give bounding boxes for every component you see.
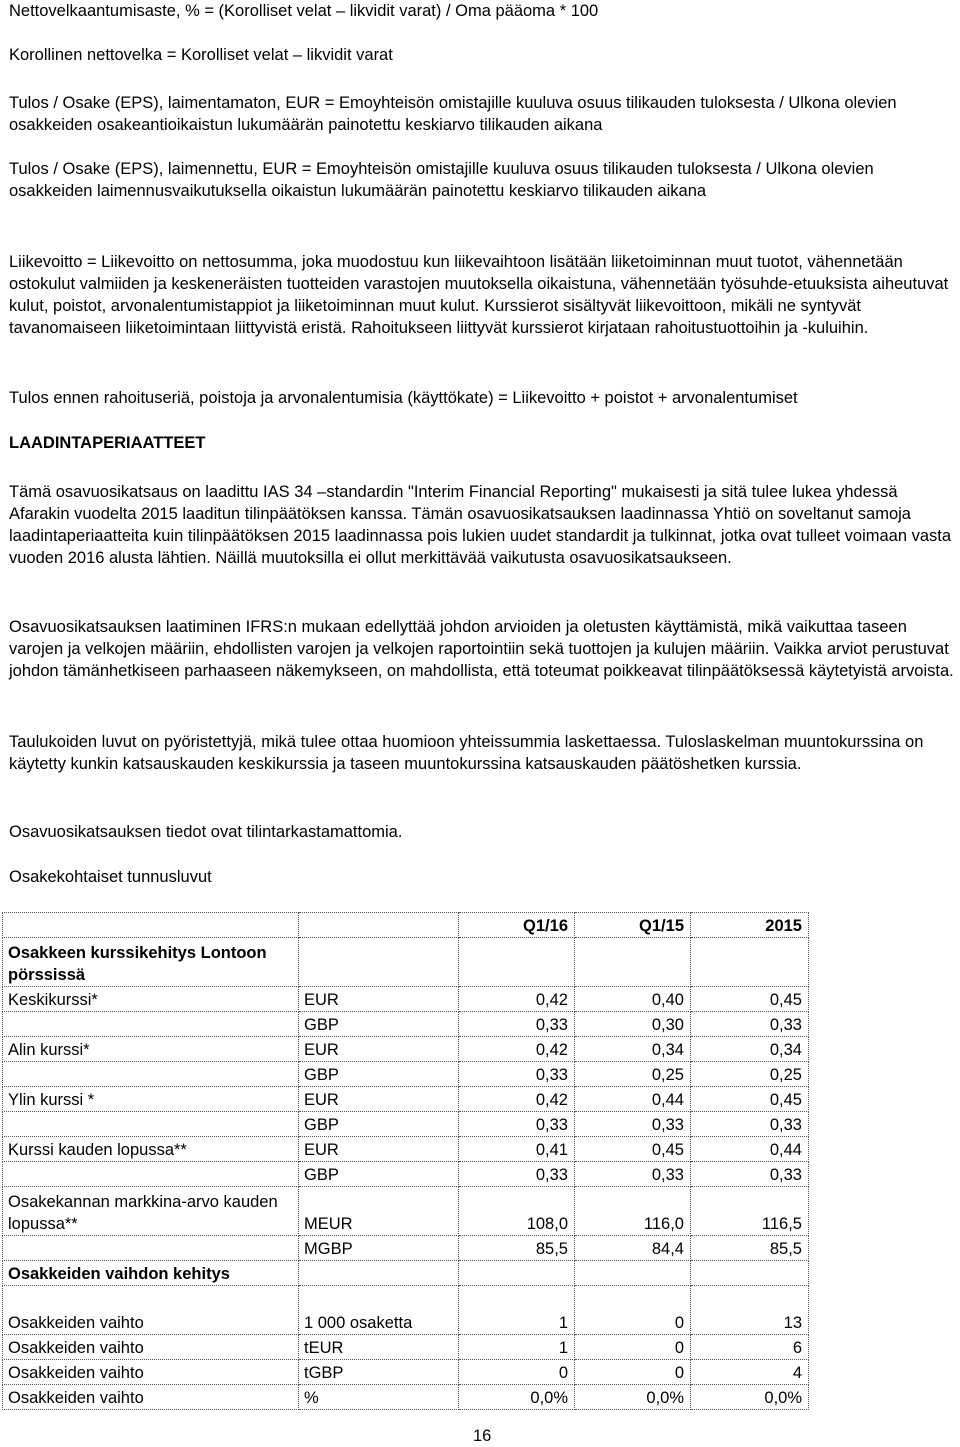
row-unit: EUR <box>299 1137 459 1162</box>
table-row <box>3 1187 809 1236</box>
row-unit: tGBP <box>299 1360 459 1385</box>
table-row <box>3 1162 809 1187</box>
row-unit: EUR <box>299 1087 459 1112</box>
row-unit: EUR <box>299 1037 459 1062</box>
value-cell: 13 <box>691 1286 809 1335</box>
value-cell: 0,45 <box>691 987 809 1012</box>
column-header: Q1/16 <box>459 913 575 938</box>
row-unit: GBP <box>299 1112 459 1137</box>
row-label: Osakkeiden vaihto <box>3 1286 299 1335</box>
table-header-row <box>3 913 809 938</box>
value-cell: 0,44 <box>575 1087 691 1112</box>
page-number: 16 <box>473 1427 492 1445</box>
table-cell <box>575 1261 691 1286</box>
share-kpi-table <box>2 912 809 1410</box>
value-cell: 0,41 <box>459 1137 575 1162</box>
value-cell: 0,25 <box>691 1062 809 1087</box>
table-row <box>3 1137 809 1162</box>
table-cell <box>299 913 459 938</box>
definition-eps-basic: Tulos / Osake (EPS), laimentamaton, EUR = Emoyhteisön omistajille kuuluva osuus tilikauden tuloksesta / Ulkona olevien osakkeiden osakeantioikaistun lukumäärän painotettu keskiarvo tilikauden aikana <box>9 94 902 134</box>
row-label <box>3 1112 299 1137</box>
value-cell: 0,30 <box>575 1012 691 1037</box>
value-cell: 0,33 <box>575 1162 691 1187</box>
row-unit: 1 000 osaketta <box>299 1286 459 1335</box>
value-cell: 0,42 <box>459 1037 575 1062</box>
table-caption: Osakekohtaiset tunnusluvut <box>9 868 212 886</box>
section-row <box>3 938 809 987</box>
table-row <box>3 1062 809 1087</box>
table-cell <box>459 938 575 987</box>
row-label: Osakekannan markkina-arvo kauden lopussa** <box>3 1187 299 1236</box>
value-cell: 1 <box>459 1286 575 1335</box>
row-unit: MEUR <box>299 1187 459 1236</box>
value-cell: 0 <box>575 1335 691 1360</box>
paragraph-rounding: Taulukoiden luvut on pyöristettyjä, mikä tulee ottaa huomioon yhteissummia laskettaessa. Tuloslaskelman muuntokurssina on käytetty kunkin katsauskauden keskikurssia ja taseen muuntokurssina katsauskauden päätöshetken kurssia. <box>9 733 928 773</box>
value-cell: 0,34 <box>575 1037 691 1062</box>
value-cell: 1 <box>459 1335 575 1360</box>
row-unit: GBP <box>299 1162 459 1187</box>
definition-ebitda: Tulos ennen rahoituseriä, poistoja ja arvonalentumisia (käyttökate) = Liikevoitto + poistot + arvonalentumiset <box>9 389 798 407</box>
value-cell: 0,33 <box>459 1062 575 1087</box>
value-cell: 85,5 <box>459 1236 575 1261</box>
value-cell: 108,0 <box>459 1187 575 1236</box>
table-row <box>3 1037 809 1062</box>
value-cell: 85,5 <box>691 1236 809 1261</box>
value-cell: 0,33 <box>575 1112 691 1137</box>
value-cell: 0,42 <box>459 987 575 1012</box>
value-cell: 0,33 <box>459 1162 575 1187</box>
value-cell: 0,0% <box>575 1385 691 1410</box>
table-cell <box>575 938 691 987</box>
row-label: Alin kurssi* <box>3 1037 299 1062</box>
row-label: Osakkeiden vaihto <box>3 1385 299 1410</box>
value-cell: 0,25 <box>575 1062 691 1087</box>
table-cell <box>459 1261 575 1286</box>
table-row <box>3 1112 809 1137</box>
value-cell: 0 <box>459 1360 575 1385</box>
value-cell: 0,42 <box>459 1087 575 1112</box>
row-unit: EUR <box>299 987 459 1012</box>
value-cell: 0,40 <box>575 987 691 1012</box>
row-label <box>3 1062 299 1087</box>
value-cell: 4 <box>691 1360 809 1385</box>
table-row <box>3 1385 809 1410</box>
table-cell <box>3 913 299 938</box>
value-cell: 116,0 <box>575 1187 691 1236</box>
row-label: Keskikurssi* <box>3 987 299 1012</box>
row-label <box>3 1236 299 1261</box>
value-cell: 0,33 <box>691 1012 809 1037</box>
value-cell: 84,4 <box>575 1236 691 1261</box>
row-label <box>3 1012 299 1037</box>
row-unit: GBP <box>299 1012 459 1037</box>
value-cell: 0,33 <box>691 1162 809 1187</box>
row-label: Osakkeiden vaihto <box>3 1335 299 1360</box>
definition-net-gearing: Nettovelkaantumisaste, % = (Korolliset velat – likvidit varat) / Oma pääoma * 100 <box>9 2 599 20</box>
value-cell: 0 <box>575 1360 691 1385</box>
table-cell <box>691 938 809 987</box>
value-cell: 0,45 <box>575 1137 691 1162</box>
definition-operating-profit: Liikevoitto = Liikevoitto on nettosumma, joka muodostuu kun liikevaihtoon lisätään liiketoiminnan muut tuotot, vähennetään ostokulut valmiiden ja keskeneräisten tuotteiden varastojen muutoksella oikaistuna, vähennetään työsuhde-etuuksista aiheutuvat kulut, poistot, arvonalentumistappiot ja liiketoiminnan muut kulut. Kurssierot sisältyvät liikevoittoon, mikäli ne syntyvät tavanomaiseen liiketoimintaan liittyvistä eristä. Rahoitukseen liittyvät kurssierot kirjataan rahoitustuottoihin ja -kuluihin. <box>9 253 953 337</box>
row-label: Ylin kurssi * <box>3 1087 299 1112</box>
paragraph-unaudited: Osavuosikatsauksen tiedot ovat tilintarkastamattomia. <box>9 823 403 841</box>
value-cell: 0,45 <box>691 1087 809 1112</box>
table-row <box>3 1360 809 1385</box>
definition-net-debt: Korollinen nettovelka = Korolliset velat – likvidit varat <box>9 46 393 64</box>
section-label: Osakkeen kurssikehitys Lontoon pörssissä <box>3 938 299 987</box>
column-header: 2015 <box>691 913 809 938</box>
value-cell: 0,44 <box>691 1137 809 1162</box>
value-cell: 6 <box>691 1335 809 1360</box>
section-row <box>3 1261 809 1286</box>
row-unit: GBP <box>299 1062 459 1087</box>
value-cell: 116,5 <box>691 1187 809 1236</box>
section-label: Osakkeiden vaihdon kehitys <box>3 1261 299 1286</box>
table-cell <box>299 1261 459 1286</box>
value-cell: 0 <box>575 1286 691 1335</box>
paragraph-basis-of-preparation: Tämä osavuosikatsaus on laadittu IAS 34 –standardin "Interim Financial Reporting" mukaisesti ja sitä tulee lukea yhdessä Afarakin vuodelta 2015 laaditun tilinpäätöksen kanssa. Tämän osavuosikatsauksen laadinnassa Yhtiö on soveltanut samoja laadintaperiaatteita kuin tilinpäätöksen 2015 laadinnassa pois lukien uudet standardit ja tulkinnat, jotka ovat tulleet voimaan vasta vuoden 2016 alusta lähtien. Näillä muutoksilla ei ollut merkittävää vaikutusta osavuosikatsaukseen. <box>9 483 956 567</box>
section-heading: LAADINTAPERIAATTEET <box>9 434 206 452</box>
value-cell: 0,33 <box>459 1112 575 1137</box>
row-unit: % <box>299 1385 459 1410</box>
row-unit: tEUR <box>299 1335 459 1360</box>
column-header: Q1/15 <box>575 913 691 938</box>
table-cell <box>299 938 459 987</box>
table-row <box>3 1236 809 1261</box>
row-label: Osakkeiden vaihto <box>3 1360 299 1385</box>
row-unit: MGBP <box>299 1236 459 1261</box>
paragraph-estimates: Osavuosikatsauksen laatiminen IFRS:n mukaan edellyttää johdon arvioiden ja oletusten käyttämistä, mikä vaikuttaa taseen varojen ja velkojen määriin, ehdollisten varojen ja velkojen raportointiin sekä tuottojen ja kulujen määriin. Vaikka arviot perustuvat johdon tämänhetkiseen parhaaseen näkemykseen, on mahdollista, että toteumat poikkeavat tilinpäätöksessä käytetyistä arvoista. <box>9 618 954 680</box>
row-label <box>3 1162 299 1187</box>
value-cell: 0,33 <box>691 1112 809 1137</box>
table-row <box>3 987 809 1012</box>
row-label: Kurssi kauden lopussa** <box>3 1137 299 1162</box>
value-cell: 0,34 <box>691 1037 809 1062</box>
table-row <box>3 1087 809 1112</box>
table-row <box>3 1335 809 1360</box>
definition-eps-diluted: Tulos / Osake (EPS), laimennettu, EUR = Emoyhteisön omistajille kuuluva osuus tilikauden tuloksesta / Ulkona olevien osakkeiden laimennusvaikutuksella oikaistun lukumäärän painotettu keskiarvo tilikauden aikana <box>9 160 879 200</box>
table-row <box>3 1012 809 1037</box>
value-cell: 0,0% <box>459 1385 575 1410</box>
value-cell: 0,0% <box>691 1385 809 1410</box>
value-cell: 0,33 <box>459 1012 575 1037</box>
table-row <box>3 1286 809 1335</box>
table-cell <box>691 1261 809 1286</box>
